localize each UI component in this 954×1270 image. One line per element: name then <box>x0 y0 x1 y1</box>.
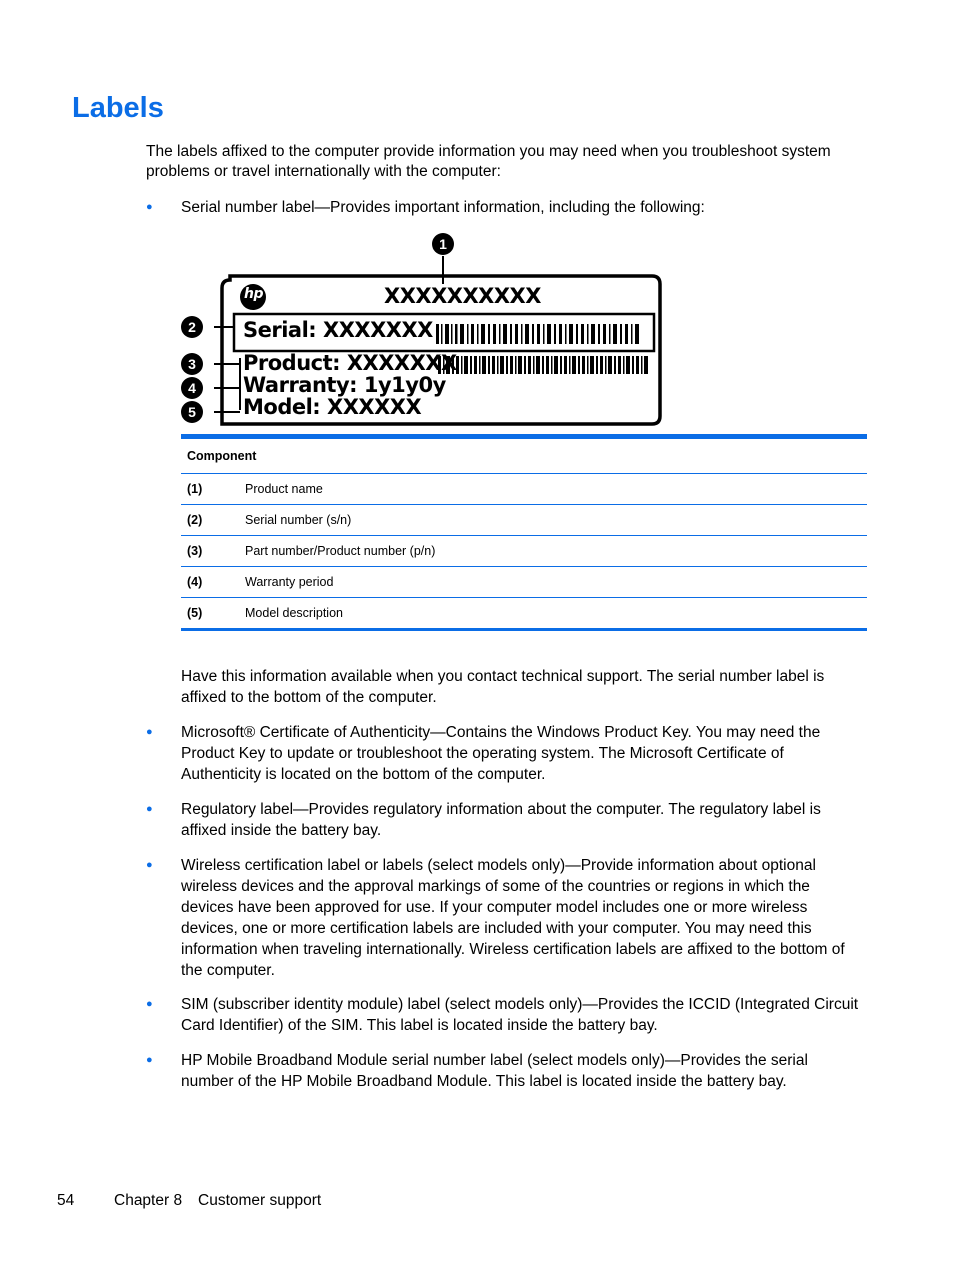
table-row <box>181 567 867 598</box>
table-row <box>181 505 867 536</box>
callout-5: 5 <box>181 401 203 423</box>
hp-logo-text: hp <box>244 286 263 302</box>
bullet-text: Microsoft® Certificate of Authenticity—Contains the Windows Product Key. You may need the Product Key to update or troubleshoot the operating system. The Microsoft Certificate of Authenticity is located on the bottom of the computer. <box>181 724 821 783</box>
serial-label-illustration <box>178 228 668 435</box>
label-model: Model: XXXXXX <box>243 395 422 419</box>
bullet-icon: ● <box>146 726 153 738</box>
label-serial: Serial: XXXXXXX <box>243 318 433 342</box>
bullet-text: Wireless certification label or labels (select models only)—Provide information about optional wireless devices and the approval markings of some of the countries or regions in which the devices have been approved for use. If your computer model includes one or more wireless devices, one or more certification labels are included with your computer. You may need this information when traveling internationally. Wireless certification labels are affixed to the bottom of the computer. <box>181 857 845 979</box>
callout-4: 4 <box>181 377 203 399</box>
row-description: Model description <box>245 606 343 620</box>
bullet-icon: ● <box>146 201 153 213</box>
bullet-icon: ● <box>146 1054 153 1066</box>
bullet-icon: ● <box>146 859 153 871</box>
bullet-text: SIM (subscriber identity module) label (select models only)—Provides the ICCID (Integrated Circuit Card Identifier) of the SIM. This label is located inside the battery bay. <box>181 996 859 1034</box>
table-header-row <box>181 437 867 474</box>
row-number: (3) <box>181 536 239 567</box>
table-row <box>181 474 867 505</box>
label-product: Product: XXXXXXX <box>243 351 457 375</box>
bullet-text: Serial number label—Provides important information, including the following: <box>181 199 705 216</box>
row-description: Part number/Product number (p/n) <box>239 536 867 567</box>
row-number: (2) <box>181 505 239 536</box>
chapter-title: Customer support <box>198 1192 322 1209</box>
callout-2: 2 <box>181 316 203 338</box>
intro-paragraph: The labels affixed to the computer provide information you may need when you troubleshoot system problems or travel internationally with the computer: <box>146 143 831 180</box>
row-number: (1) <box>181 474 239 505</box>
table-row <box>181 536 867 567</box>
table-header: Component <box>181 437 867 474</box>
row-number: (4) <box>181 567 239 598</box>
row-description: Warranty period <box>239 567 867 598</box>
label-warranty: Warranty: 1y1y0y <box>243 373 446 397</box>
callout-3: 3 <box>181 353 203 375</box>
callout-1: 1 <box>432 233 454 255</box>
barcode-product <box>438 356 648 374</box>
bullet-text: Regulatory label—Provides regulatory information about the computer. The regulatory label is affixed inside the battery bay. <box>181 801 821 839</box>
barcode-serial <box>436 324 639 344</box>
after-table-paragraph: Have this information available when you contact technical support. The serial number label is affixed to the bottom of the computer. <box>181 668 825 706</box>
component-table <box>181 434 867 631</box>
bullet-icon: ● <box>146 803 153 815</box>
page-title: Labels <box>72 92 164 124</box>
label-top-code: XXXXXXXXXX <box>384 284 541 308</box>
row-description: Product name <box>239 474 867 505</box>
row-number: (5) <box>187 606 203 620</box>
bullet-icon: ● <box>146 998 153 1010</box>
table-row <box>181 598 867 630</box>
chapter-label: Chapter 8 <box>114 1192 183 1209</box>
page-footer <box>57 1192 322 1210</box>
page-number: 54 <box>57 1192 75 1209</box>
bullet-text: HP Mobile Broadband Module serial number label (select models only)—Provides the serial number of the HP Mobile Broadband Module. This label is located inside the battery bay. <box>181 1052 808 1090</box>
row-description: Serial number (s/n) <box>239 505 867 536</box>
